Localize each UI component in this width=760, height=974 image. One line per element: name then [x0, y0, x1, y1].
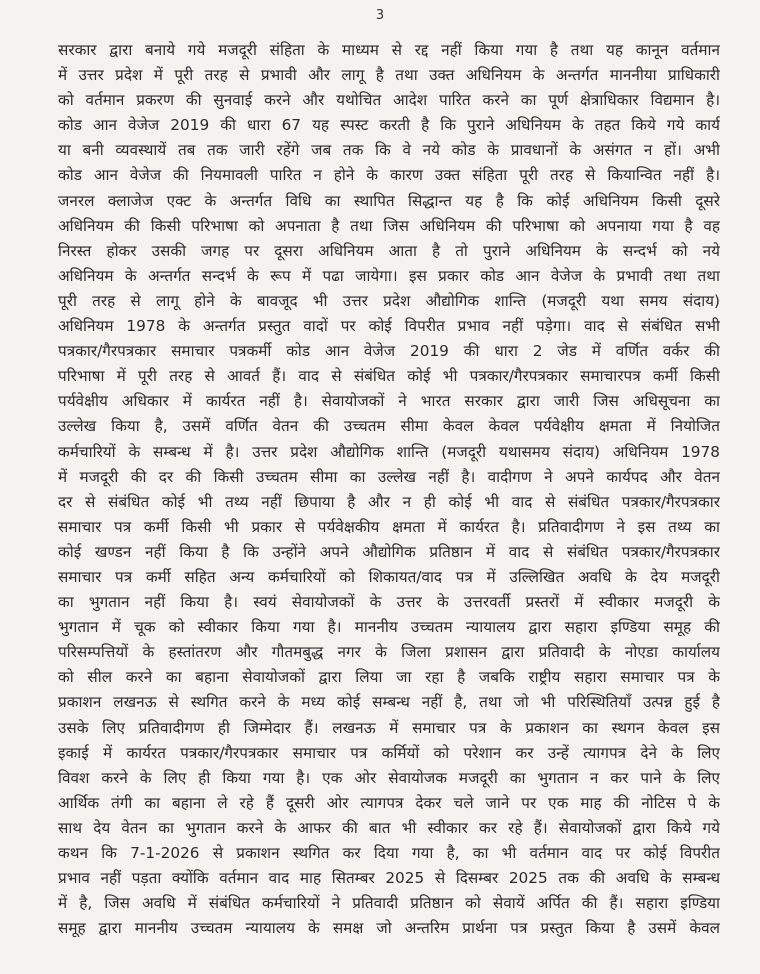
text-line: आर्थिक तंगी का बहाना ले रहे हैं दूसरी ओर त्यागपत्र देकर चले जाने पर एक माह की नोटिस पे के — [58, 793, 720, 812]
page-number: 3 — [375, 8, 385, 23]
text-line: कर्मचारियों के सम्बन्ध में है। उत्तर प्रदेश औद्योगिक शान्ति (मजदूरी यथासमय संदाय) अधिनियम 1978 — [58, 442, 720, 461]
text-line: को वर्तमान प्रकरण की सुनवाई करने और यथोचित आदेश पारित करने का पूर्ण क्षेत्राधिकार विद्यमान है। — [58, 91, 720, 110]
text-line: कोड आन वेजेज 2019 की धारा 67 यह स्पस्ट करती है कि पुराने अधिनियम के तहत किये गये कार्य — [58, 116, 720, 135]
text-line: अधिनियम 1978 के अन्तर्गत प्रस्तुत वादों पर कोई विपरीत प्रभाव नहीं पड़ेगा। वाद से संबंधित सभी — [58, 317, 720, 336]
text-line: जनरल क्लाजेज एक्ट के अन्तर्गत विधि का स्थापित सिद्धान्त यह है कि कोई अधिनियम किसी दूसरे — [58, 191, 720, 210]
text-line: को सील करने का बहाना सेवायोजकों द्वारा लिया जा रहा है जबकि राष्ट्रीय सहारा समाचार पत्र के — [58, 668, 720, 687]
text-line: अधिनियम के अन्तर्गत सन्दर्भ के रूप में पढा जायेगा। इस प्रकार कोड आन वेजेज के प्रभावी तथा तथा — [58, 266, 720, 285]
text-line: समाचार पत्र कर्मी सहित अन्य कर्मचारियों को शिकायत/वाद पत्र में उल्लिखित अवधि के देय मजदूरी — [58, 567, 720, 586]
text-line: पत्रकार/गैरपत्रकार समाचार पत्रकर्मी कोड आन वेजेज 2019 की धारा 2 जेड में वर्णित वर्कर की — [58, 342, 720, 361]
text-line: कोई खण्डन नहीं किया है कि उन्होंने अपने औद्योगिक प्रतिष्ठान में वाद से संबंधित पत्रकार/गैरपत्रकार — [58, 542, 720, 561]
text-line: में है, जिस अवधि में संबंधित कर्मचारियों ने प्रतिवादी प्रतिष्ठान को सेवायें अर्पित की हैं। सहारा इण्डिया — [58, 894, 720, 913]
text-line: में मजदूरी की दर की किसी उच्चतम सीमा का उल्लेख नहीं है। वादीगण ने अपने कार्यपद और वेतन — [58, 467, 720, 486]
text-line: अधिनियम की किसी परिभाषा को अपनाता है तथा जिस अधिनियम की परिभाषा को अपनाया गया है वह — [58, 216, 720, 235]
text-line: उसके लिए प्रतिवादीगण ही जिम्मेदार हैं। लखनऊ में समाचार पत्र के प्रकाशन का स्थगन केवल इस — [58, 718, 720, 737]
text-line: इकाई में कार्यरत पत्रकार/गैरपत्रकार समाचार पत्र कर्मियों को परेशान कर उन्हें त्यागपत्र देने के लिए — [58, 743, 720, 762]
text-line: विवश करने के लिए ही किया गया है। एक ओर सेवायोजक मजदूरी का भुगतान न कर पाने के लिए — [58, 768, 720, 787]
text-line: में उत्तर प्रदेश में पूरी तरह से प्रभावी और लागू है तथा उक्त अधिनियम के अन्तर्गत माननीया प्राधिकारी — [58, 66, 720, 85]
text-line: समूह द्वारा माननीय उच्चतम न्यायालय के समक्ष जो अन्तरिम प्रार्थना पत्र प्रस्तुत किया है उसमें केवल — [58, 919, 720, 938]
text-line: समाचार पत्र कर्मी किसी भी प्रकार से पर्यवेक्षकीय क्षमता में कार्यरत है। प्रतिवादीगण ने इस तथ्य का — [58, 517, 720, 536]
text-line: प्रभाव नहीं पड़ता क्योंकि वर्तमान वाद माह सितम्बर 2025 से दिसम्बर 2025 तक की अवधि के सम्बन्ध — [58, 869, 720, 888]
body-text — [58, 38, 720, 941]
text-line: उल्लेख किया है, उसमें वर्णित वेतन की उच्चतम सीमा केवल केवल पर्यवेक्षीय क्षमता में नियोजित — [58, 417, 720, 436]
text-line: दर से संबंधित कोई भी तथ्य नहीं छिपाया है और न ही कोई भी वाद से संबंधित पत्रकार/गैरपत्रकार — [58, 492, 720, 511]
text-line: सरकार द्वारा बनाये गये मजदूरी संहिता के माध्यम से रद्द नहीं किया गया है तथा यह कानून वर्तमान — [58, 41, 720, 59]
text-line: पर्यवेक्षीय अधिकार में कार्यरत नहीं है। सेवायोजकों ने भारत सरकार द्वारा जारी जिस अधिसूचना का — [58, 392, 720, 411]
text-line: भुगतान में चूक को स्वीकार किया गया है। माननीय उच्चतम न्यायालय द्वारा सहारा इण्डिया समूह की — [58, 618, 720, 637]
text-line: परिसम्पत्तियों के हस्तांतरण और गौतमबुद्ध नगर के जिला प्रशासन द्वारा प्रतिवादी के नोएडा कार्यालय — [58, 643, 720, 662]
text-line: पूरी तरह से लागू होने के बावजूद भी उत्तर प्रदेश औद्योगिक शान्ति (मजदूरी यथा समय संदाय) — [58, 291, 720, 310]
text-line: कथन कि 7-1-2026 से प्रकाशन स्थगित कर दिया गया है, का भी वर्तमान वाद पर कोई विपरीत — [58, 844, 720, 862]
text-line: प्रकाशन लखनऊ से स्थगित करने के मध्य कोई सम्बन्ध नहीं है, तथा जो भी परिस्थितियॉं उत्पन्न हुई है — [58, 693, 720, 712]
text-line: परिभाषा में पूरी तरह से आवर्त हैं। वाद से संबंधित कोई भी पत्रकार/गैरपत्रकार समाचारपत्र कर्मी किसी — [58, 367, 720, 386]
text-line: कोड आन वेजेज की नियमावली पारित न होने के कारण उक्त संहिता पूरी तरह से कियान्वित नहीं है। — [58, 166, 720, 185]
text-line: निरस्त होकर उसकी जगह पर दूसरा अधिनियम आता है तो पुराने अधिनियम के सन्दर्भ को नये — [58, 241, 720, 260]
text-line: का भुगतान नहीं किया है। स्वयं सेवायोजकों के उत्तर के उत्तरवर्ती प्रस्तरों में स्वीकार मजदूरी के — [58, 593, 720, 612]
text-line: या बनी व्यवस्थायें तब तक जारी रहेंगे जब तक कि वे नये कोड के प्रावधानों के असंगत न हों। अभी — [58, 141, 720, 160]
text-line: साथ देय वेतन का भुगतान करने के आफर की बात भी स्वीकार कर रहे हैं। सेवायोजकों द्वारा किये गये — [58, 818, 720, 837]
